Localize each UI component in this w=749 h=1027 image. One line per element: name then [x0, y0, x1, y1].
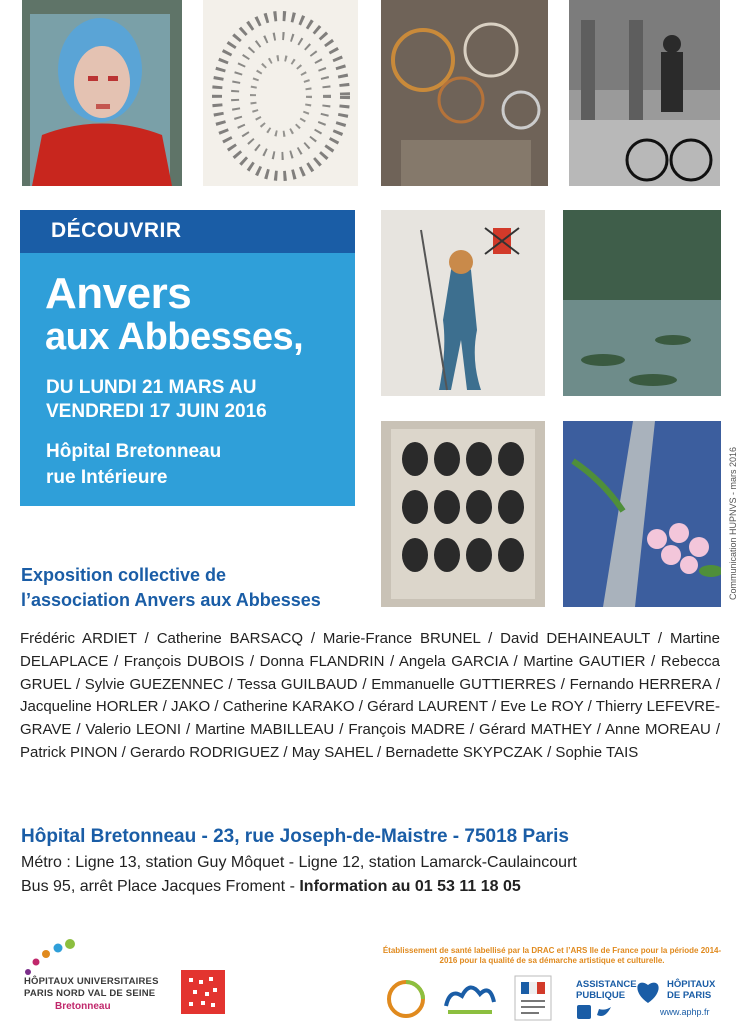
aphp-line2: PUBLIQUE	[576, 990, 626, 1001]
prefet-logo-icon	[513, 974, 553, 1022]
exposition-heading-line1: Exposition collective de	[21, 565, 227, 585]
aphp-url: www.aphp.fr	[660, 1007, 710, 1017]
communication-credit: Communication HUPNVS - mars 2016	[728, 446, 738, 600]
artwork-dreamcatchers-photo	[381, 0, 548, 186]
twitter-icon	[597, 1007, 611, 1016]
address-bus	[21, 876, 521, 898]
social-icons	[577, 1005, 613, 1019]
artwork-portrait-photo	[22, 0, 182, 186]
exposition-heading-line2: l’association Anvers aux Abbesses	[21, 590, 321, 610]
facebook-icon	[577, 1005, 591, 1019]
event-banner	[20, 210, 355, 506]
aphp-line1: ASSISTANCE	[576, 979, 637, 990]
sante-culture-logo-icon	[385, 978, 427, 1020]
banner-place-line2: rue Intérieure	[46, 467, 168, 488]
aphp-heart-icon	[633, 977, 663, 1005]
banner-dates-line2: VENDREDI 17 JUIN 2016	[46, 401, 267, 422]
bus-text: Bus 95, arrêt Place Jacques Froment -	[21, 878, 300, 895]
aphp-line3: HÔPITAUX	[667, 979, 716, 990]
banner-kicker: DÉCOUVRIR	[51, 219, 182, 242]
hup-name-line2: PARIS NORD VAL DE SEINE	[24, 988, 156, 999]
address-title: Hôpital Bretonneau - 23, rue Joseph-de-Maistre - 75018 Paris	[21, 826, 570, 847]
banner-title-line1: Anvers	[45, 269, 192, 318]
artwork-bicycle-photo	[569, 0, 720, 186]
artwork-water-lilies-photo	[563, 210, 721, 396]
artwork-faces-photo	[381, 421, 545, 607]
hup-name-line1: HÔPITAUX UNIVERSITAIRES	[24, 976, 159, 987]
banner-place-line1: Hôpital Bretonneau	[46, 441, 222, 462]
hup-name-line3: Bretonneau	[55, 1001, 111, 1012]
aphp-line4: DE PARIS	[667, 990, 712, 1001]
banner-dates-line1: DU LUNDI 21 MARS AU	[46, 377, 257, 398]
ars-logo-icon	[440, 976, 500, 1018]
artwork-don-quixote-photo	[381, 210, 545, 396]
artists-list: Frédéric ARDIET / Catherine BARSACQ / Marie-France BRUNEL / David DEHAINEAULT / Martine DELAPLACE / François DUBOIS / Donna FLANDRIN / Angela GARCIA / Martine GAUTIER / Rebecca GRUEL / Sylvie GUEZENNEC / Tessa GUILBAUD / Emmanuelle GUTTIERRES / Fernando HERRERA / Jacqueline HORLER / JAKO / Catherine KARAKO / Gérard LAURENT / Eve Le ROY / Thierry LEFEVRE-GRAVE / Valerio LEONI / Martine MABILLEAU / François MADRE / Gérard MATHEY / Anne MOREAU / Patrick PINON / Gerardo RODRIGUEZ / May SAHEL / Bernadette SKYPCZAK / Sophie TAIS	[20, 630, 720, 761]
address-metro: Métro : Ligne 13, station Guy Môquet - Ligne 12, station Lamarck-Caulaincourt	[21, 854, 577, 871]
artwork-calligraphy-photo	[203, 0, 358, 186]
banner-header-bar	[20, 210, 355, 253]
banner-title-line2: aux Abbesses,	[45, 316, 304, 358]
artwork-blossom-photo	[563, 421, 721, 607]
info-phone: Information au 01 53 11 18 05	[299, 878, 521, 895]
red-square-logo-icon	[181, 970, 225, 1014]
label-statement: Établissement de santé labellisé par la DRAC et l’ARS Ile de France pour la période 2014-2016 pour la qualité de sa démarche artistique et culturelle.	[382, 946, 722, 965]
